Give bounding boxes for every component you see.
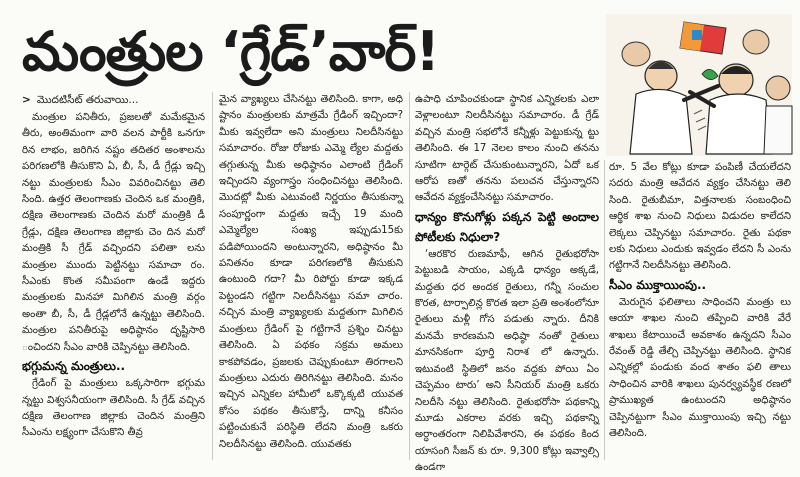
headline: మంత్రుల ‘గ్రేడ్’వార్! xyxy=(22,20,440,83)
col2-paragraph-1: మైన వ్యాఖ్యలు చేసినట్టు తెలిసింది. కాగా, అధి ష్టానం మంత్రులకు మాత్రమే గ్రేడింగ్ ఇచ్చిందా? మీకు ఇవ్వలేదా అని మంత్రులు నిలదీసినట్టు సమాచారం. రోజు రోజుకు ఎమ్మె ల్యేల మద్దతు తగ్గుతున్న మీకు అధిష్ఠానం ఎలాంటి గ్రేడింగ్ ఇచ్చిందని వ్యంగాస్త్రం సంధించినట్టు తెలిసింది. మొదట్లో మీకు ఎటువంటి నిర్ణయం తీసుకున్నా సంపూర్ణంగా మద్దతు ఇచ్చే 19 మంది ఎమ్మెల్యేల సంఖ్య ఇప్పుడు15కు పడిపోయిందని అంటున్నారని, అధిష్ఠానం మీ పనితనం కూడా పరిగణలోకి తీసుకుని ఉంటుంది గదా? మీ రిపోర్టు కూడా ఇక్కడ పెట్టండని గట్టిగా నిలదీసినట్టు సమా చారం. నచ్చిన మంత్రి వ్యాఖ్యలకు మద్దతుగా మిగిలిన మంత్రులు గ్రేడింగ్ పై గట్టిగానే ప్రశ్నిం చినట్టు తెలిసింది. ఏ పథకం సక్రమ అమలు కాకపోవడం, ప్రజలకు చెప్పుకుంటూ తిరగాలని మంత్రులు ఎదురు తిరిగినట్టు తెలిసింది. మనం ఇచ్చిన ఎన్నికల హామీలో ఒక్కొక్కటి యువత కోసం పథకం తీసుకొస్తే, దాన్ని కనీసం పట్టించుకునే పరిస్థితి లేదని మంత్రి ఒకరు నిలదీసినట్టు తెలిసింది. యువతకు xyxy=(219,94,403,450)
kicker-text: మొదటిసీట్ తరువాయి... xyxy=(36,94,139,106)
article-column-1 xyxy=(22,92,205,460)
col1-subhead: భగ్గుమన్న మంత్రులు.. xyxy=(22,359,126,374)
col3-paragraph-2: ‘ఆరకొర రుణమాఫీ, ఆగిన రైతుభరోసా పెట్టుబడి సాయం, ఎక్కడి ధాన్యం అక్కడే, మద్దతు ధర అందక రైతులు, గన్నీ సంచుల కొరత, టార్పాలిన్ల కొరత ఇలా ప్రతి అంశంలోనూ రైతులు మళ్లీ గోస పడుతు న్నారు. దీనికి మనమే కారణమని అధిష్ఠా నంతో రైతులు మానసికంగా పూర్తి నిరాశ లో ఉన్నారు. ఇటువంటి స్థితిలో జనం వద్దకు పోయి ఏం చెప్పమం టారు’ అని సీనియర్ మంత్రి ఒకరు నిలదీసి నట్టు తెలిసింది. రైతుభరోసా పథకాన్ని మూడు ఎకరాల వరకు ఇచ్చి పథకాన్ని అర్ధాంతరంగా నిలిపివేశారని, ఈ పథకం కింద యాసంగి సీజన్ కు రూ. 9,300 కోట్లు ఇవ్వాల్సి ఉండగా xyxy=(415,248,599,474)
col1-paragraph-1: మంత్రుల పనితీరు, ప్రజలతో మమేకమైన తీరు, అంతిమంగా వారి వలన పార్టీకి ఒనగూ రిన లాభం, జరిగిన నష్టం తదితర అంశాలను పరిగణలోకి తీసుకొని ఏ, బీ, సీ, డీ గ్రేడ్లు ఇచ్చి నట్టు మంత్రులకు సీఎం వివరించినట్టు తెలి సింది. ఉత్తర తెలంగాణకు చెందిన ఒక మంత్రికి, దక్షిణ తెలంగాణకు చెందిన మరో మంత్రికి డీ గ్రేడ్లు, దక్షిణ తెలంగాణ జిల్లాకు చెం దిన మరో మంత్రికి సీ గ్రేడ్ వచ్చిందని పలితా లను మంత్రుల ముందు పెట్టినట్టు సమాచా రం. సీఎంకు కొంత సమీపంగా ఉండే ఇద్దరు మంత్రులకు మినహా మిగిలిన మంత్రి వర్గం అంతా బీ, సీ, డీ గ్రేడ్లలోనే ఉన్నట్టు తెలిసింది. మంత్రుల పనితీరుపై అధిష్ఠానం దృష్టిసారి ంచిందని సీఎం వారికి చెప్పినట్టు తెలిసింది. xyxy=(22,112,205,353)
col3-paragraph-1: ఉపాధి చూపించకుండా స్థానిక ఎన్నికలకు ఎలా వెళ్లాలంటూ నిలదీసినట్టు సమాచారం. డీ గ్రేడ్ వచ్చిన మంత్రి సభలోనే కన్నీళ్లు పెట్టుకున్న ట్టు తెలిసింది. ఈ 17 నెలల కాలం నుంచి తనను సూటిగా టార్గెట్ చేసుకుంటున్నారని, ఏదో ఒక ఆరోప ణతో తనను పలుచన చేస్తున్నారని ఆవేదన వ్యక్తంచేసినట్టు సమాచారం. xyxy=(415,94,599,204)
column-divider xyxy=(604,160,605,460)
col1-paragraph-2: గ్రేడింగ్ పై మంత్రులు ఒక్కసారిగా భగ్గుమ న్నట్టు విశ్వసనీయంగా తెలిసింది. సీ గ్రేడ్ వచ్చిన దక్షిణ తెలంగాణ జిల్లాకు చెందిన మంత్రిని సీఎంను లక్ష్యంగా చేసుకొని తీవ్ర xyxy=(22,378,205,439)
column-divider xyxy=(212,92,213,460)
col4-paragraph-2: మెరుగైన ఫలితాలు సాధించని మంత్రు లు ఆయా శాఖల నుంచి తప్పించి వారికి వేరే శాఖలు కేటాయించే అవకాశం ఉన్నదని సీఎం రేవంత్ రెడ్డి తేల్చి చెప్పినట్టు తెలిసింది. స్థానిక ఎన్నికల్లో పండుకు వంద శాతం ఫలి తాలు సాధించిన వారికి శాఖలు పునర్వ్యవస్థీక రణలో ప్రాముఖ్యత ఉంటుందని అధిష్ఠానం చెప్పినట్టుగా సీఎం ముక్తాయింపు ఇచ్చి నట్టు తెలిసింది. xyxy=(609,296,791,440)
kicker-arrow-icon: > xyxy=(22,94,31,106)
article-column-3 xyxy=(415,92,599,474)
column-divider xyxy=(409,92,410,460)
col3-subhead: ధాన్యం కొనుగోళ్లు పక్కన పెట్టి అందాల పోటీలకు నిధులా? xyxy=(415,209,599,244)
col4-paragraph-1: రూ. 5 వేల కోట్లు కూడా పంపిణీ చేయలేదని సదరు మంత్రి ఆవేదన వ్యక్తం చేసినట్టు తెలి సింది. రైతుబీమా, విత్తనాలకు సంబంధించి ఆర్థిక శాఖ నుంచి నిధులు విడుదల కాలేదని లెక్కలు చెప్పినట్టు సమాచారం. రైతు పథకా లకు నిధులు ఎందుకు ఇవ్వడం లేదని సీ ఎంను గట్టిగానే నిలదీసినట్టు తెలిసింది. xyxy=(609,162,791,272)
kicker xyxy=(22,92,205,108)
article-column-4 xyxy=(609,160,791,460)
article-column-2 xyxy=(219,92,403,460)
col4-subhead: సీఎం ముక్తాయింపు.. xyxy=(609,277,707,292)
political-cartoon-illustration xyxy=(606,14,792,156)
